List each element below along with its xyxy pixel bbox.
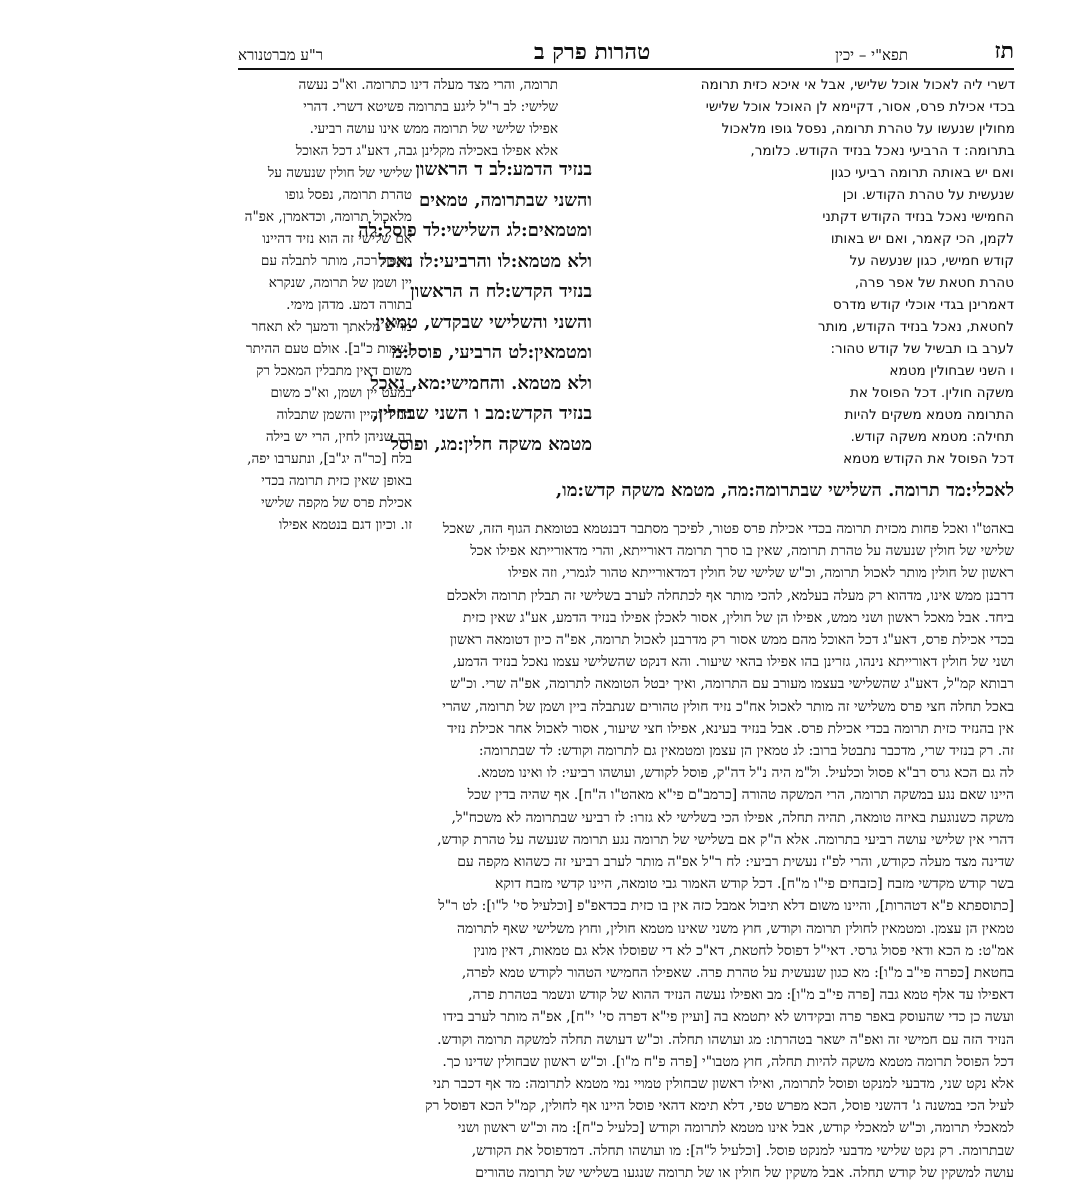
tiferet-bottom-line: זה. רק בנזיד שרי, מדכבר נתבטל ברוב: לג טמאין הן עצמן ומטמאין גם לתרומה וקודש: לד שבתרומה: xyxy=(478,743,1014,760)
mishna-line: מטמא משקה חלין:מג, ופוסל xyxy=(390,433,592,455)
bartenura-top-line: בתרומה: ד הרביעי נאכל בנזיד הקודש. כלומר, xyxy=(750,143,1015,159)
tiferet-bottom-line: שלישי של חולין שנעשה על טהרת תרומה, שאין בו סרך תרומה דאורייתא, והרי מדאורייתא אפילו אכל xyxy=(470,543,1014,560)
tiferet-bottom-line: דהרי אין שלישי עושה רביעי בתרומה. אלא ה"ק אם בשלישי של תרומה נגע תרומה שנעשה על טהרת קודש, xyxy=(437,831,1014,848)
tiferet-mid-line: זו. וכיון דגם בנטמא אפילו xyxy=(278,517,412,533)
tiferet-bottom-line: דאפילו עד אלף טמא גבה [פרה פי"ב מ"ו]: מב ואפילו נעשה הנזיד ההוא של קודש ונשמר בטהרת פרה, xyxy=(468,987,1014,1004)
bartenura-mid-line: משקה חולין. דכל הפוסל את xyxy=(849,385,1014,401)
tiferet-mid-line: במעט יין ושמן, וא"כ משום xyxy=(270,385,412,401)
tiferet-bottom-line: למאכלי תרומה, וכ"ש למאכלי קודש, אבל אינו מטמא לתרומה וקודש [כלעיל כ"ח]: מה וכ"ש ראשון ושני xyxy=(457,1120,1014,1137)
mishna-line: בנזיד הקדש:מב ו השני שבחלין, xyxy=(372,403,592,424)
mishna-line: והשני שבתרומה, טמאים xyxy=(419,189,592,211)
tiferet-mid-line: יין ושמן של תרומה, שנקרא xyxy=(268,275,412,291)
tiferet-bottom-line: אמ"ט: מ הכא ודאי פסול גרסי. דאי"ל דפוסל לחטאת, דא"כ לא די שפוסלו אלא גם טמאות, דאין מונין xyxy=(473,942,1014,959)
tiferet-bottom-line: משקה כשנוגעת באיזה טומאה, תהיה תחלה, אפילו הכי בשלישי לא גזרו: לז רביעי שבתרומה לא משכח"ל, xyxy=(451,809,1014,826)
tiferet-mid-line: מו"ש מלאתך ודמעך לא תאחר xyxy=(251,319,412,335)
bartenura-mid-line: דכל הפוסל את הקודש מטמא xyxy=(843,451,1014,467)
tiferet-mid-line: אכילת פרס של מקפה שלישי xyxy=(261,495,412,511)
tiferet-mid-line: שלישי של חולין שנעשה על xyxy=(267,165,412,181)
tiferet-top-block xyxy=(240,74,558,162)
tiferet-mid-line: אם שלישי זה הוא נזיד דהיינו xyxy=(262,231,412,247)
tiferet-bottom-line: היינו שאם נגע במשקה תרומה, הרי המשקה טהורה [כרמב"ם פי"א מאהט"ו ה"ח]. אף שהיה בדין שכל xyxy=(467,787,1014,804)
tiferet-top-line: אפילו שלישי של תרומה ממש אינו עושה רביעי. xyxy=(309,121,558,137)
tiferet-mid-line: מקפה רכה, מותר לתבלה עם xyxy=(260,253,412,269)
tiferet-bottom-line: עושה למשקין של קודש תחלה. אבל משקין של חולין או של תרומה שנגעו בשלישי של תרומה טהורים xyxy=(475,1164,1014,1181)
mishna-end-line: לאכלי:מד תרומה. השלישי שבתרומה:מה, מטמא משקה קדש:מו, xyxy=(555,480,1014,501)
bartenura-mid-line: התרומה מטמא משקים להיות xyxy=(844,407,1014,423)
tiferet-mid-line: הנזיד והיין והשמן שתבלוה xyxy=(276,407,412,423)
mishna-line: ומטמאין:לט הרביעי, פוסל:מ xyxy=(391,342,592,363)
header-subtitle: תפא"י – יכין xyxy=(835,46,908,64)
mishna-line: בנזיד הדמע:לב ד הראשון xyxy=(415,159,592,180)
tiferet-bottom-line: ועשה כן כדי שהעוסק באפר פרה ובקידוש לא יתטמא בה [ועיין פי"א דפרה סי' י"ח], אפ"ה מותר לערב בידו xyxy=(443,1009,1014,1026)
tiferet-bottom-line: בכדי אכילת פרס, דאע"ג דכל האוכל מהם ממש אסור רק מדרבנן לאכול תרומה, אפ"ה כיון דטומאה ראשון xyxy=(449,632,1014,649)
header-title: טהרות פרק ב xyxy=(534,39,651,65)
tiferet-top-line: אלא אפילו באכילה מקלינן גבה, דאע"ג דכל האוכל xyxy=(295,143,558,159)
tiferet-bottom-line: באכל תחלה חצי פרס משלישי זה מותר לאכול אח"כ נזיד חולין טהורים שנתבלה ביין ושמן של תרומה, שהרי xyxy=(442,698,1014,715)
bartenura-top-line: דשרי ליה לאכול אוכל שלישי, אבל אי איכא כזית תרומה xyxy=(700,77,1015,93)
tiferet-mid-line: באופן שאין כזית תרומה בכדי xyxy=(261,473,412,489)
tiferet-bottom-line: טמאין הן עצמן. ומטמאין לחולין תרומה וקודש, חוץ משני שאינו מטמא חולין, וחוץ משלישי שאף לתרומה xyxy=(456,920,1014,937)
tiferet-bottom-line: בשר קודש מקדשי מזבח [כזבחים פי"ו מ"ח]. דכל קודש האמור גבי טומאה, היינו קדשי מזבח דוקא xyxy=(495,876,1014,893)
tiferet-bottom-line: לה גם הכא גרס רב"א פסול וכלעיל. ול"מ היה נ"ל דה"ק, פוסל לקודש, ועושהו רביעי: לו ואינו מטמא. xyxy=(476,765,1014,782)
bartenura-top-block xyxy=(575,74,1015,162)
mishna-line: ולא מטמא:לו והרביעי:לז נאכל xyxy=(378,250,592,272)
bartenura-mid-line: לקמן, הכי קאמר, ואם יש באותו xyxy=(830,231,1014,247)
mishna-text-block xyxy=(358,155,592,460)
tiferet-mid-line: [שמות כ"ב]. אולם טעם ההיתר xyxy=(245,341,412,357)
tiferet-mid-line: בתורה דמע. מדהן מימי. xyxy=(286,297,412,313)
tiferet-bottom-line: באהט"ו ואכל פחות מכזית תרומה בכדי אכילת פרס פטור, לפיכך מסתבר דבנטמא בטומאת הגוף הזה, שאכל xyxy=(442,521,1014,537)
bartenura-mid-line: שנעשית על טהרת הקודש. וכן xyxy=(842,187,1014,203)
page-number: תז xyxy=(994,38,1014,64)
header-commentary-label: ר"ע מברטנורא xyxy=(238,46,324,64)
tiferet-middle-block xyxy=(240,162,412,536)
tiferet-bottom-line: שדינה מצד מעלה כקודש, והרי לפ"ז נעשית רביעי: לח ר"ל אפ"ה מותר לערב רביעי זה כשהוא מקפה עם xyxy=(457,854,1014,871)
bartenura-mid-line: לערב בו תבשיל של קודש טהור: xyxy=(830,341,1014,357)
tiferet-bottom-line: הנזיד הזה עם חמישי זה ואפ"ה ישאר בטהרתו: מג ועושהו תחלה. וכ"ש דעושה תחלה למשקה תרומה וקודש. xyxy=(437,1031,1014,1048)
tiferet-bottom-line: אלא נקט שני, מדבעי למנקט ופוסל לתרומה, ואילו ראשון שבחולין טמויי נמי מטמא לתרומה: מד אף דכבר תני xyxy=(433,1076,1014,1093)
bartenura-top-line: בכדי אכילת פרס, אסור, דקיימא לן האוכל אוכל שלישי xyxy=(705,99,1015,115)
bartenura-mid-line: ואם יש באותה תרומה רביעי כגון xyxy=(830,165,1014,181)
bartenura-mid-line: טהרת חטאת של אפר פרה, xyxy=(854,275,1014,291)
tiferet-mid-line: טהרת תרומה, נפסל גופו xyxy=(285,187,412,203)
tiferet-bottom-line: רבותא קמ"ל, דאע"ג שהשלישי בעצמו מעורב עם התרומה, ואיך יבטל הטומאה לתרומה, אפ"ה שרי. וכ"ש xyxy=(450,676,1014,693)
bartenura-mid-line: ו השני שבחולין מטמא xyxy=(889,363,1014,379)
mishna-line: והשני והשלישי שבקדש, טמאין xyxy=(375,311,592,333)
bartenura-mid-line: דאמרינן בגדי אוכלי קודש מדרס xyxy=(832,297,1014,313)
tiferet-bottom-line: דכל הפוסל תרומה מטמא משקה להיות תחלה, חוץ מטבו"י [פרה פ"ח מ"ו]. וכ"ש ראשון שבחולין שדינו כך. xyxy=(442,1053,1014,1070)
tiferet-mid-line: משום דאין מתבלין המאכל רק xyxy=(256,363,412,379)
bartenura-mid-line: החמישי נאכל בנזיד הקודש דקתני xyxy=(822,209,1014,225)
tiferet-bottom-line: לעיל הכי במשנה ג' דהשני פוסל, הכא מפרש טפי, דלא תימא דהאי פוסל היינו אף לחולין, קמ"ל הכא דפוסל רק xyxy=(425,1098,1014,1115)
bartenura-mid-line: קודש חמישי, כגון שנעשה על xyxy=(849,253,1014,269)
tiferet-bottom-line: אין בהנזיד כזית תרומה בכדי אכילת פרס. אבל בנזיד בעינא, אפילו חצי שיעור, אסור לאכול אחר אכילת נזיד xyxy=(447,720,1014,737)
bartenura-mid-line: לחטאת, נאכל בנזיד הקודש, מותר xyxy=(817,319,1014,335)
tiferet-mid-line: מלאכול תרומה, וכדאמרן, אפ"ה xyxy=(244,209,412,225)
bartenura-top-line: מחולין שנעשו על טהרת תרומה, נפסל גופו מלאכול xyxy=(721,121,1015,137)
tiferet-mid-line: בה שניהן לחין, הרי יש בילה xyxy=(265,429,412,445)
tiferet-bottom-line: [כתוספתא פ"א דטהרות], והיינו משום דלא תיבול אמבל כזה אין בו כזית בכדאפ"פ [וכלעיל סי' ל"ו]: לט ר"ל xyxy=(438,898,1014,915)
page-header xyxy=(238,38,1014,70)
tiferet-bottom-block xyxy=(238,518,1014,1184)
tiferet-bottom-line: דרבנן ממש אינו, מדהוא רק מעלה בעלמא, להכי מותר אף לכתחלה לערב בשלישי זה תבלין תרומה ולאכלם xyxy=(446,587,1014,604)
tiferet-mid-line: בלח [כר"ה יג"ב], ונתערבו יפה, xyxy=(247,451,412,467)
mishna-line: ומטמאים:לג השלישי:לד פוסל:לה xyxy=(358,220,592,241)
tiferet-top-line: תרומה, והרי מצד מעלה דינו כתרומה. וא"כ נעשה xyxy=(298,77,558,93)
mishna-line: בנזיד הקדש:לח ה הראשון xyxy=(410,281,592,302)
mishna-line: ולא מטמא. והחמישי:מא, נאכל xyxy=(370,372,592,394)
tiferet-bottom-line: ושני של חולין דאורייתא נינהו, גזרינן בהו אפילו בהאי שיעור. והא דנקט שהשלישי עצמו נאכל בנזיד הדמע, xyxy=(452,654,1014,671)
bartenura-middle-block xyxy=(600,162,1014,470)
bartenura-mid-line: תחילה: מטמא משקה קודש. xyxy=(850,429,1014,445)
tiferet-bottom-line: ראשון של חולין מותר לאכול תרומה, וכ"ש שלישי של חולין דמדאורייתא טהור לגמרי, וזה אפילו xyxy=(508,565,1014,582)
tiferet-bottom-line: שבתרומה. רק נקט שלישי מדבעי למנקט פוסל. [וכלעיל ל"ה]: מו ועושהו תחלה. דמדפוסל את הקודש, xyxy=(471,1142,1014,1159)
tiferet-top-line: שלישי: לב ר"ל ליגע בתרומה פשיטא דשרי. דהרי xyxy=(303,99,558,115)
tiferet-bottom-line: בחטאת [כפרה פי"ב מ"ו]: מא כגון שנעשית על טהרת פרה. שאפילו החמישי הטהור לקודש טמא לפרה, xyxy=(461,965,1014,982)
tiferet-bottom-line: ביחד. אבל מאכל ראשון ושני ממש, אפילו הן של חולין, אסור לאכלן אפילו בנזיד הדמע, אע"ג שאין כזית xyxy=(463,609,1014,626)
